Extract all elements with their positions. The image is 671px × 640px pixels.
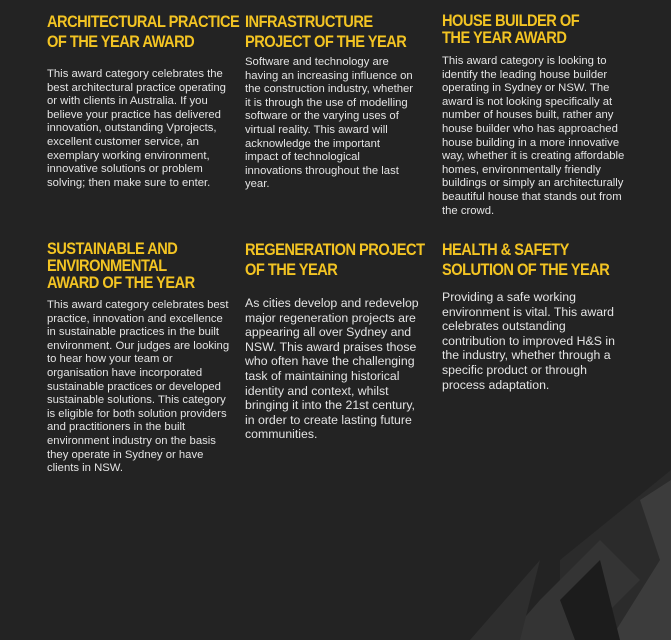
award-regeneration-project [245,240,425,442]
award-description: As cities develop and redevelop major regeneration projects are appearing all over Sydney and NSW. This award praises those who often have the challenging task of maintaining historical identity and context, whilst bringing it into the 21st century, in order to create lasting future communities. [245,296,419,442]
award-description: This award category celebrates the best architectural practice operating or with clients in Australia. If you believe your practice has delivered innovation, outstanding Vprojects, excellent customer service, an exemplary working environment, innovative solutions or problem solving; then make sure to enter. [47,68,226,189]
award-house-builder [442,12,627,218]
award-title: SUSTAINABLE AND ENVIRONMENTAL AWARD OF THE YEAR [47,239,195,292]
award-description: Providing a safe working environment is vital. This award celebrates outstanding contribution to improved H&S in the industry, whether through a specific product or through process adaptation. [442,290,615,392]
award-title: HEALTH & SAFETY SOLUTION OF THE YEAR [442,240,610,279]
award-description: This award category celebrates best practice, innovation and excellence in sustainable practices in the built environment. Our judges are looking to hear how your team or organisation have incorporated sustainable practices or developed sustainable solutions. This category is eligible for both solution providers and practitioners in the built environment industry on the basis they operate in Sydney or have clients in NSW. [47,299,230,475]
award-description: Software and technology are having an increasing influence on the construction industry, whether it is through the use of modelling software or the varying uses of virtual reality. This award will acknowledge the important impact of technological innovations throughout the last year. [245,56,414,191]
award-title: REGENERATION PROJECT OF THE YEAR [245,240,425,279]
award-description: This award category is looking to identify the leading house builder operating in Sydney or NSW. The award is not looking specifically at number of houses built, rather any house builder who has approached house building in a more innovative way, whether it is creating affordable homes, environmentally friendly buildings or simply an architecturally beautiful house that stands out from the crowd. [442,55,625,217]
award-health-safety [442,240,617,392]
award-title: HOUSE BUILDER OF THE YEAR AWARD [442,11,580,47]
award-infrastructure-project [245,12,415,192]
award-architectural-practice [47,12,240,190]
award-title: ARCHITECTURAL PRACTICE OF THE YEAR AWARD [47,12,240,51]
award-sustainable-environmental [47,240,232,476]
award-title: INFRASTRUCTURE PROJECT OF THE YEAR [245,12,407,51]
